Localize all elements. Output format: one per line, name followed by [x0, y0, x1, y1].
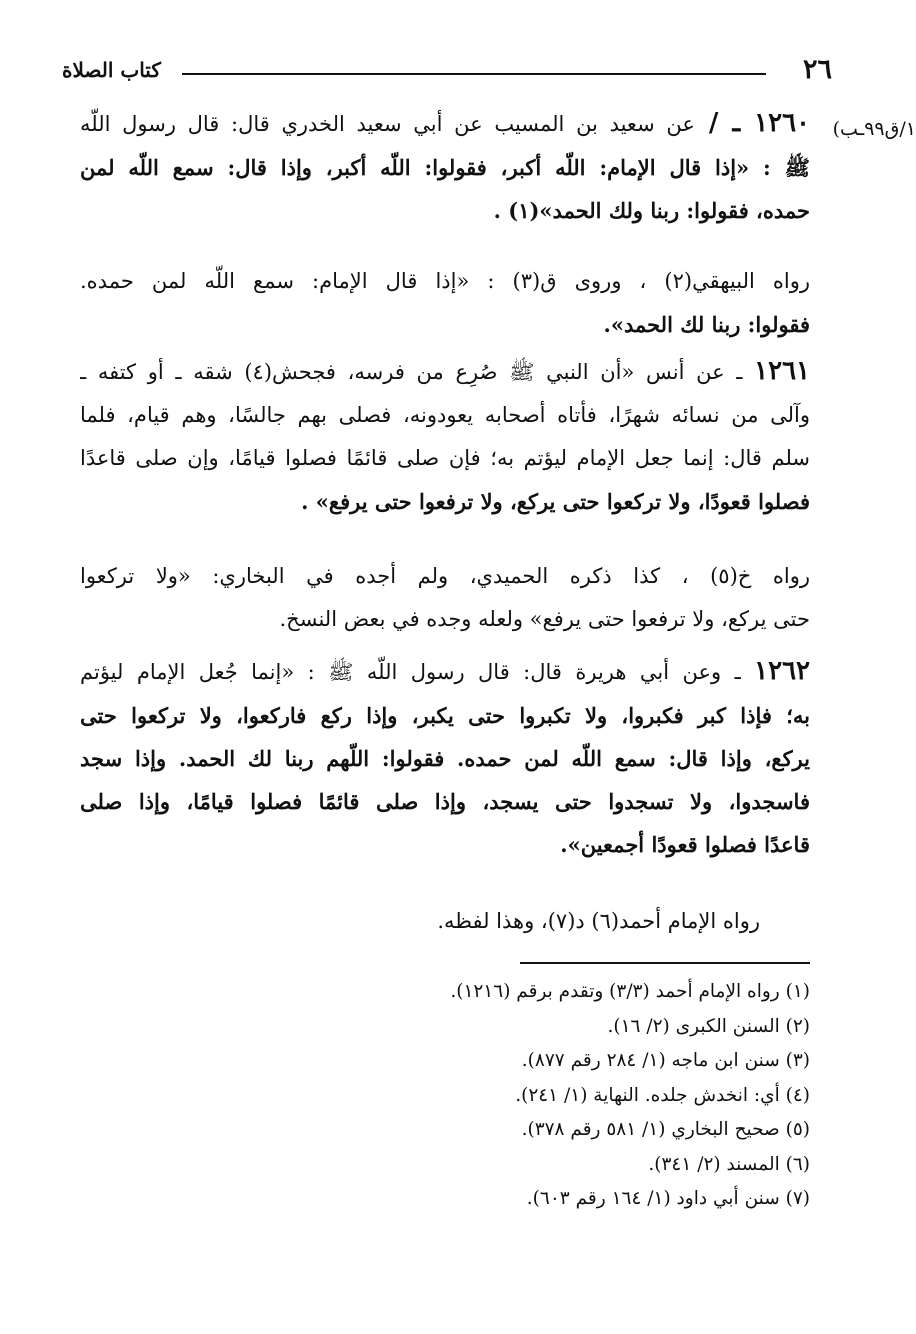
text-line: فصلوا قعودًا، ولا تركعوا حتى يركع، ولا ترفعوا حتى يرفع» . — [301, 489, 810, 514]
hadith-number: ١٢٦٠ ـ / — [694, 108, 810, 138]
manuscript-margin-reference: ١/ق٩٩ـب) — [832, 118, 916, 140]
chapter-title: كتاب الصلاة — [62, 58, 161, 82]
footnote: (٤) أي: انخدش جلده. النهاية (١/ ٢٤١). — [515, 1084, 810, 1106]
footnote: (٧) سنن أبي داود (١/ ١٦٤ رقم ٦٠٣). — [526, 1188, 810, 1209]
hadith-1261 — [80, 350, 810, 523]
hadith-number: ١٢٦١ — [754, 356, 810, 386]
text-line: ١٢٦٠ ـ / عن سعيد بن المسيب عن أبي سعيد الخدري قال: قال رسول اللّه — [80, 108, 810, 138]
footnote: (٥) صحيح البخاري (١/ ٥٨١ رقم ٣٧٨). — [521, 1119, 810, 1140]
takhrij-1262 — [80, 900, 810, 943]
text-line: ١٢٦٢ ـ وعن أبي هريرة قال: قال رسول اللّه ﷺ : «إنما جُعل الإمام ليؤتم — [80, 656, 810, 686]
text-line: ١٢٦١ ـ عن أنس «أن النبي ﷺ صُرِع من فرسه، فجحش(٤) شقه ـ أو كتفه ـ — [80, 356, 810, 386]
text-line: قاعدًا فصلوا قعودًا أجمعين». — [560, 832, 810, 857]
text-line: به؛ فإذا كبر فكبروا، ولا تكبروا حتى يكبر، وإذا ركع فاركعوا، ولا تركعوا حتى — [80, 703, 810, 728]
text-line: فقولوا: ربنا لك الحمد». — [603, 312, 810, 337]
hadith-1262 — [80, 650, 810, 866]
page-number: ٢٦ — [802, 54, 832, 85]
takhrij-1260 — [80, 260, 810, 346]
text-line: يركع، وإذا قال: سمع اللّه لمن حمده. فقولوا: اللّهم ربنا لك الحمد. وإذا سجد — [80, 746, 810, 771]
text-line: ﷺ : «إذا قال الإمام: اللّه أكبر، فقولوا: اللّه أكبر، وإذا قال: سمع اللّه لمن — [80, 155, 810, 180]
text-line: وآلى من نسائه شهرًا، فأتاه أصحابه يعودونه، فصلى بهم جالسًا، وهم قيام، فلما — [80, 403, 810, 427]
text-line: سلم قال: إنما جعل الإمام ليؤتم به؛ فإن صلى قائمًا فصلوا قيامًا، وإن صلى قاعدًا — [80, 446, 810, 470]
text-line: فاسجدوا، ولا تسجدوا حتى يسجد، وإذا صلى قائمًا فصلوا قيامًا، وإذا صلى — [80, 789, 810, 814]
text-line: رواه البيهقي(٢) ، وروى ق(٣) : «إذا قال الإمام: سمع اللّه لمن حمده. — [80, 269, 810, 293]
footnote: (٢) السنن الكبرى (٢/ ١٦). — [607, 1015, 810, 1037]
footnote: (٣) سنن ابن ماجه (١/ ٢٨٤ رقم ٨٧٧). — [521, 1050, 810, 1071]
footnote: (٦) المسند (٢/ ٣٤١). — [648, 1153, 810, 1175]
header-rule — [182, 73, 766, 75]
footnote-separator — [520, 962, 810, 964]
text-line: حمده، فقولوا: ربنا ولك الحمد»(١) . — [493, 198, 810, 223]
text-line: حتى يركع، ولا ترفعوا حتى يرفع» ولعله وجده في بعض النسخ. — [279, 607, 810, 631]
running-header — [62, 56, 832, 86]
hadith-number: ١٢٦٢ — [754, 656, 810, 686]
text-line: رواه الإمام أحمد(٦) د(٧)، وهذا لفظه. — [437, 909, 760, 933]
footnote: (١) رواه الإمام أحمد (٣/٣) وتقدم برقم (١٢١٦). — [450, 981, 810, 1002]
text-line: رواه خ(٥) ، كذا ذكره الحميدي، ولم أجده في البخاري: «ولا تركعوا — [80, 564, 810, 588]
footnotes — [380, 975, 810, 1217]
takhrij-1261 — [80, 555, 810, 641]
hadith-1260 — [80, 102, 810, 232]
